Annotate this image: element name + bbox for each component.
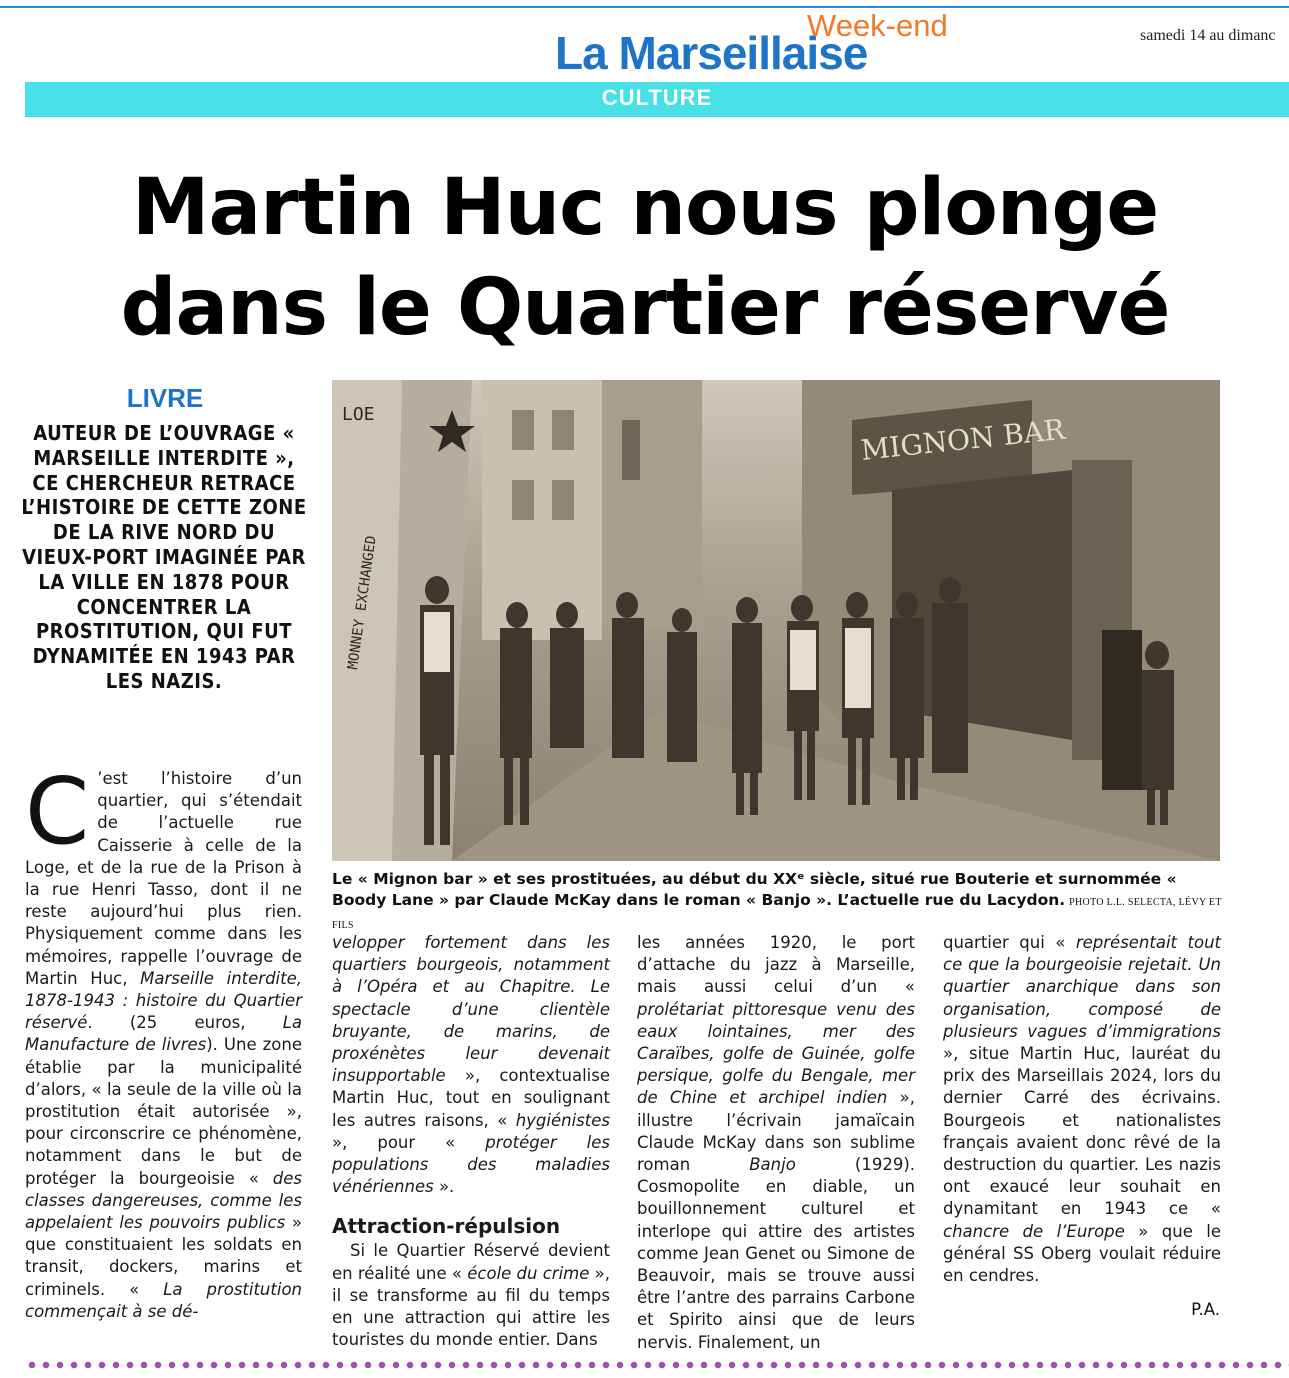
body-text-italic: La Manufacture de livres: [25, 1013, 302, 1055]
body-text: » que constituaient les soldats en transit, dockers, marins et criminels. «: [25, 1213, 302, 1299]
top-rule: [0, 6, 1289, 8]
body-text: », contextualise Martin Huc, tout en soulignant les autres raisons, «: [332, 1066, 610, 1130]
body-text-italic: protéger les populations des maladies vénériennes: [332, 1132, 610, 1197]
body-text: . (25 euros,: [87, 1013, 283, 1033]
section-label: CULTURE: [601, 85, 713, 110]
issue-date: samedi 14 au dimanc: [1140, 27, 1276, 44]
body-text: » que le général SS Oberg voulait réduire en cendres.: [943, 1221, 1222, 1286]
article-kicker: LIVRE: [126, 383, 204, 413]
article-photo: [332, 380, 1220, 861]
body-text: », pour «: [332, 1132, 486, 1152]
body-text-italic: des classes dangereuses, comme les appelaient les pouvoirs publics: [25, 1168, 302, 1233]
body-text: », il se transforme au fil du temps en une attraction qui attire les touristes du monde entier. Dans: [332, 1263, 610, 1350]
body-text-italic: Marseille interdite, 1878-1943 : histoire du Quartier réservé: [25, 968, 302, 1033]
author-signature: P.A.: [1191, 1300, 1220, 1319]
drop-cap: C: [25, 758, 90, 865]
body-text: les années 1920, le port d’attache du jazz à Marseille, mais aussi celui d’un «: [637, 933, 915, 997]
street-scene-illustration: [332, 380, 1220, 861]
body-text-italic: hygiénistes: [515, 1110, 610, 1130]
article-column-1: [25, 758, 303, 1323]
newspaper-logo: La Marseillaise: [555, 27, 868, 79]
photo-credit: PHOTO L.L. SELECTA, LÉVY ET FILS: [332, 897, 1222, 931]
body-text-italic: école du crime: [467, 1263, 590, 1283]
body-text: ’est l’histoire d’un quartier, qui s’étendait de l’actuelle rue Caisserie à celle de la Loge, et de la rue de la Prison à la rue Henri Tasso, dont il ne reste aujourd’hui plus rien. Physiquement comme dans les mémoires, rappelle l’ouvrage de Martin Huc,: [25, 769, 302, 988]
body-text: », situe Martin Huc, lauréat du prix des Marseillais 2024, lors du dernier Carré des écrivains. Bourgeois et nationalistes français avaient donc rêvé de la destruction du quartier. Les nazis ont exaucé leur souhait en dynamitant en 1943 ce «: [943, 1044, 1221, 1219]
photo-sign-mignon-bar: MIGNON BAR: [859, 412, 1067, 467]
body-text: », illustre l’écrivain jamaïcain Claude McKay dans son sublime roman: [637, 1088, 915, 1175]
body-text: ). Une zone établie par la municipalité d’alors, « la seule de la ville où la prostitution était autorisée », pour circonscrire ce phénomène, notamment dans le but de protéger la bourgeoisie «: [25, 1035, 302, 1188]
article-lead: AUTEUR DE L’OUVRAGE « MARSEILLE INTERDITE », CE CHERCHEUR RETRACE L’HISTOIRE DE CETTE ZONE DE LA RIVE NORD DU VIEUX-PORT IMAGINÉE PAR LA VILLE EN 1878 POUR CONCENTRER LA PROSTITUTION, QUI FUT DYNAMITÉE EN 1943 PAR LES NAZIS.: [21, 421, 307, 693]
article-headline: Martin Huc nous plonge dans le Quartier réservé: [120, 163, 1170, 353]
body-text: (1929). Cosmopolite en diable, un bouillonnement culturel et interlope qui attire des artistes comme Jean Genet ou Simone de Beauvoir, mais se trouve aussi être l’antre des parrains Carbone et Spirito ainsi que de leurs nervis. Finalement, un: [637, 1155, 915, 1352]
body-text-italic: chancre de l’Europe: [943, 1221, 1125, 1241]
body-text-italic: velopper fortement dans les quartiers bourgeois, notamment à l’Opéra et au Chapitre. Le spectacle d’une clientèle bruyante, de marins, de proxénètes leur devenait insupportable: [332, 933, 610, 1086]
body-text-italic: Banjo: [749, 1155, 796, 1175]
subheading: Attraction-répulsion: [332, 1214, 561, 1239]
photo-sign-money-exchanged: MONNEY EXCHANGED: [345, 534, 380, 671]
photo-caption: [332, 869, 1232, 936]
edition-label: Week-end: [807, 8, 948, 43]
body-text: quartier qui «: [943, 933, 1076, 952]
article-column-2: [332, 932, 610, 1351]
body-text: Si le Quartier Réservé devient en réalité une «: [332, 1241, 610, 1283]
article-column-3: [637, 932, 915, 1354]
body-text-italic: La prostitution commençait à se dé-: [25, 1279, 303, 1321]
article-column-4: [943, 932, 1221, 1287]
photo-sign-loe: LOE: [342, 404, 375, 425]
body-text: ».: [433, 1177, 455, 1197]
section-bar: [25, 82, 1289, 117]
masthead: [555, 8, 985, 79]
body-text-italic: représentait tout ce que la bourgeoisie rejetait. Un quartier anarchique dans son organisation, composé de plusieurs vagues d’immigrations: [943, 933, 1221, 1041]
dotted-footer-rule: [25, 1360, 1289, 1370]
caption-text: Le « Mignon bar » et ses prostituées, au début du XXᵉ siècle, situé rue Bouterie et surnommée « Boody Lane » par Claude McKay dans le roman « Banjo ». L’actuelle rue du Lacydon.: [332, 870, 1177, 909]
body-text-italic: prolétariat pittoresque venu des eaux lointaines, mer des Caraïbes, golfe de Guinée, golfe persique, golfe du Bengale, mer de Chine et archipel indien: [637, 999, 915, 1108]
